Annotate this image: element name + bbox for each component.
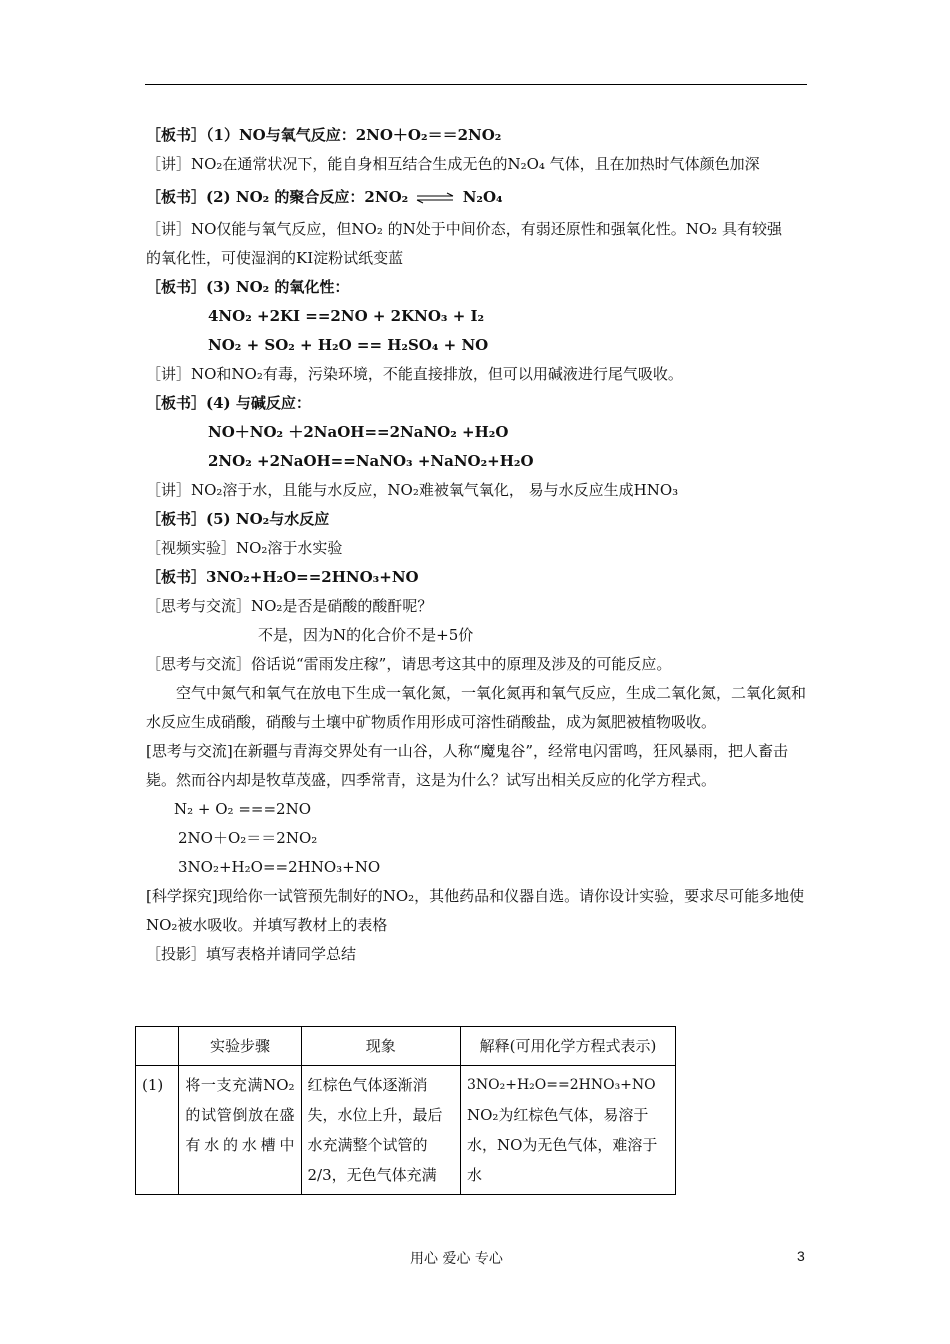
board-note-6: ［板书］3NO₂+H₂O==2HNO₃+NO	[146, 568, 419, 586]
equation-no2-h2o: 3NO₂+H₂O==2HNO₃+NO	[178, 858, 381, 876]
board-note-4: ［板书］(4) 与碱反应：	[146, 394, 311, 412]
header-rule	[145, 84, 807, 85]
board-note-3: ［板书］(3) NO₂ 的氧化性：	[146, 278, 350, 296]
board-note-1: ［板书］（1）NO与氧气反应：2NO＋O₂＝＝2NO₂	[146, 126, 502, 144]
table-header-index	[136, 1027, 179, 1066]
equation-naoh-1: NO＋NO₂ ＋2NaOH==2NaNO₂ +H₂O	[208, 423, 509, 441]
science-inquiry: [科学探究]现给你一试管预先制好的NO₂，其他药品和仪器自选。请你设计实验，要求尽可能多地使NO₂被水吸收。并填写教材上的表格	[146, 887, 805, 934]
discussion-3: [思考与交流]在新疆与青海交界处有一山谷，人称“魔鬼谷”，经常电闪雷鸣，狂风暴雨，把人畜击毙。然而谷内却是牧草茂盛，四季常青，这是为什么？试写出相关反应的化学方程式。	[146, 742, 789, 789]
table-cell-index: (1)	[136, 1066, 179, 1195]
board-note-2-product: N₂O₄	[462, 188, 503, 206]
experiment-table	[135, 1026, 676, 1195]
table-header-explanation: 解释(可用化学方程式表示)	[460, 1027, 675, 1066]
footer-motto: 用心 爱心 专心	[410, 1251, 503, 1267]
equation-so2: NO₂ + SO₂ + H₂O == H₂SO₄ + NO	[208, 336, 489, 354]
table-cell-explanation	[460, 1066, 675, 1195]
page-number: 3	[797, 1248, 805, 1264]
discussion-1-answer: 不是，因为N的化合价不是+5价	[258, 626, 474, 644]
equation-no-o2: 2NO＋O₂＝＝2NO₂	[178, 829, 318, 847]
lecture-note-1: ［讲］NO₂在通常状况下，能自身相互结合生成无色的N₂O₄ 气体，且在加热时气体颜色加深	[146, 155, 760, 173]
discussion-1: ［思考与交流］NO₂是否是硝酸的酸酐呢？	[146, 597, 433, 615]
equation-n2-o2: N₂ + O₂ ===2NO	[174, 800, 311, 818]
content-body	[146, 121, 810, 969]
lecture-note-4: ［讲］NO₂溶于水，且能与水反应，NO₂难被氧气氧化， 易与水反应生成HNO₃	[146, 481, 679, 499]
table-cell-phenomenon: 红棕色气体逐渐消失，水位上升，最后水充满整个试管的2/3，无色气体充满	[301, 1066, 460, 1195]
table-header-steps: 实验步骤	[179, 1027, 301, 1066]
table-cell-step: 将一支充满NO₂的试管倒放在盛有水的水槽中	[179, 1066, 301, 1195]
discussion-2: ［思考与交流］俗话说“雷雨发庄稼”，请思考这其中的原理及涉及的可能反应。	[146, 655, 672, 673]
lecture-note-2a: ［讲］NO仅能与氧气反应，但NO₂ 的N处于中间价态，有弱还原性和强氧化性。NO₂ 具有较强	[146, 220, 782, 238]
discussion-2-answer: 空气中氮气和氧气在放电下生成一氧化氮，一氧化氮再和氧气反应，生成二氧化氮，二氧化氮和水反应生成硝酸，硝酸与土壤中矿物质作用形成可溶性硝酸盐，成为氮肥被植物吸收。	[146, 684, 807, 731]
table-row	[136, 1066, 676, 1195]
table-header-phenomenon: 现象	[301, 1027, 460, 1066]
video-experiment: ［视频实验］NO₂溶于水实验	[146, 539, 343, 557]
table-header-row	[136, 1027, 676, 1066]
equilibrium-arrow-icon	[415, 192, 455, 204]
equation-ki: 4NO₂ +2KI ==2NO + 2KNO₃ + I₂	[208, 307, 485, 325]
lecture-note-3: ［讲］NO和NO₂有毒，污染环境，不能直接排放，但可以用碱液进行尾气吸收。	[146, 365, 683, 383]
lecture-note-2b: 的氧化性，可使湿润的KI淀粉试纸变蓝	[146, 249, 404, 267]
equation-naoh-2: 2NO₂ +2NaOH==NaNO₃ +NaNO₂+H₂O	[208, 452, 534, 470]
board-note-2-text: ［板书］(2) NO₂ 的聚合反应：2NO₂	[146, 188, 409, 206]
table-cell-explanation-equation: 3NO₂+H₂O==2HNO₃+NO	[466, 1077, 656, 1093]
projection-note: ［投影］填写表格并请同学总结	[146, 945, 357, 963]
board-note-5: ［板书］(5) NO₂与水反应	[146, 510, 330, 528]
table-cell-explanation-text: NO₂为红棕色气体，易溶于水，NO为无色气体，难溶于水	[466, 1106, 658, 1184]
board-note-2	[146, 179, 810, 215]
